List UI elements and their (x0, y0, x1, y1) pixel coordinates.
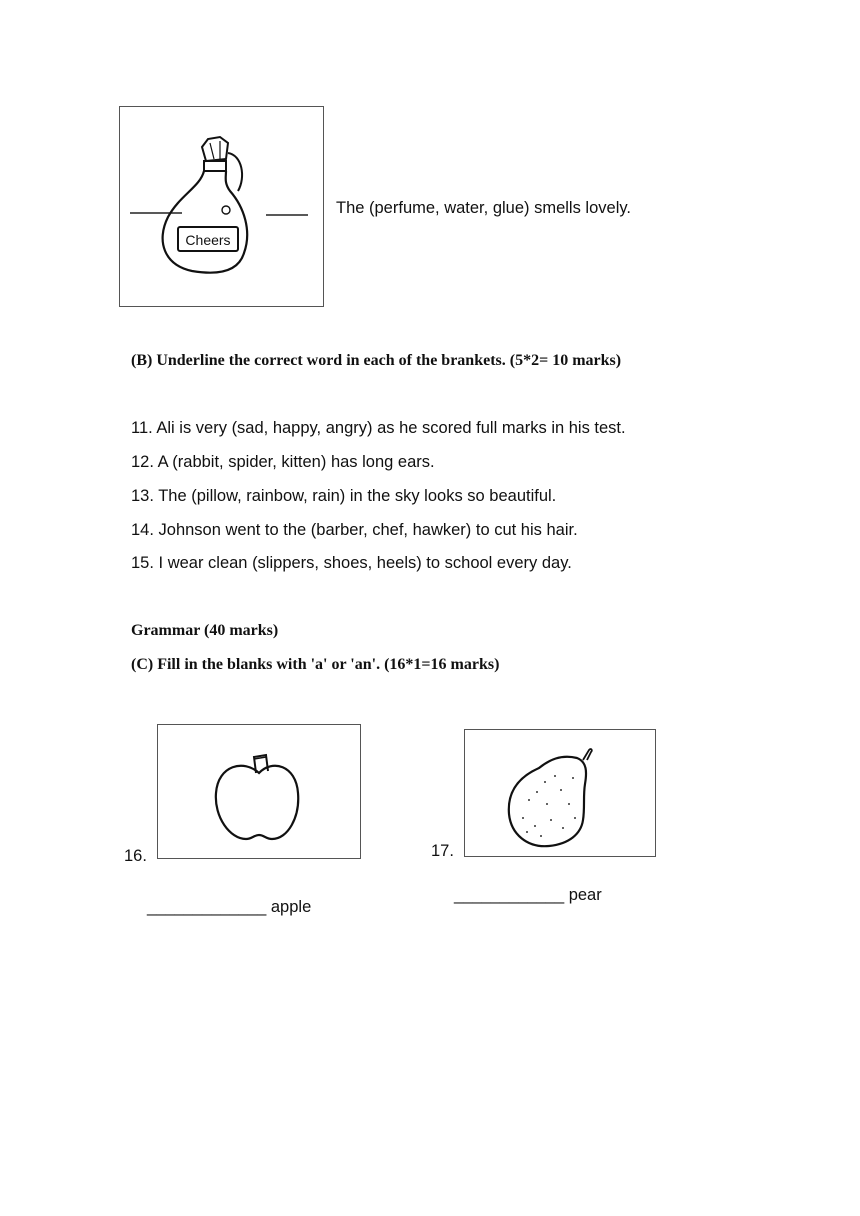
q13-sentence: 13. The (pillow, rainbow, rain) in the sky looks so beautiful. (131, 487, 557, 505)
apple-picture-frame (157, 724, 361, 859)
q16-number: 16. (124, 847, 147, 865)
section-b-heading: (B) Underline the correct word in each of the brankets. (5*2= 10 marks) (131, 352, 622, 369)
q17-number: 17. (431, 842, 454, 860)
bottle-label-text: Cheers (185, 232, 231, 248)
q16-answer-line[interactable]: _____________ apple (147, 898, 312, 916)
q17-answer-line[interactable]: ____________ pear (454, 886, 602, 904)
pear-icon (465, 730, 655, 856)
section-c-heading: (C) Fill in the blanks with 'a' or 'an'. (16*1=16 marks) (131, 656, 500, 673)
perfume-picture-frame (119, 106, 324, 307)
q11-sentence: 11. Ali is very (sad, happy, angry) as he scored full marks in his test. (131, 419, 626, 437)
q10-sentence: The (perfume, water, glue) smells lovely. (336, 199, 631, 217)
apple-icon (158, 725, 360, 858)
q15-sentence: 15. I wear clean (slippers, shoes, heels) to school every day. (131, 554, 572, 572)
q12-sentence: 12. A (rabbit, spider, kitten) has long ears. (131, 453, 435, 471)
perfume-bottle-icon (120, 107, 323, 306)
pear-picture-frame (464, 729, 656, 857)
grammar-heading: Grammar (40 marks) (131, 622, 279, 639)
q14-sentence: 14. Johnson went to the (barber, chef, hawker) to cut his hair. (131, 521, 578, 539)
